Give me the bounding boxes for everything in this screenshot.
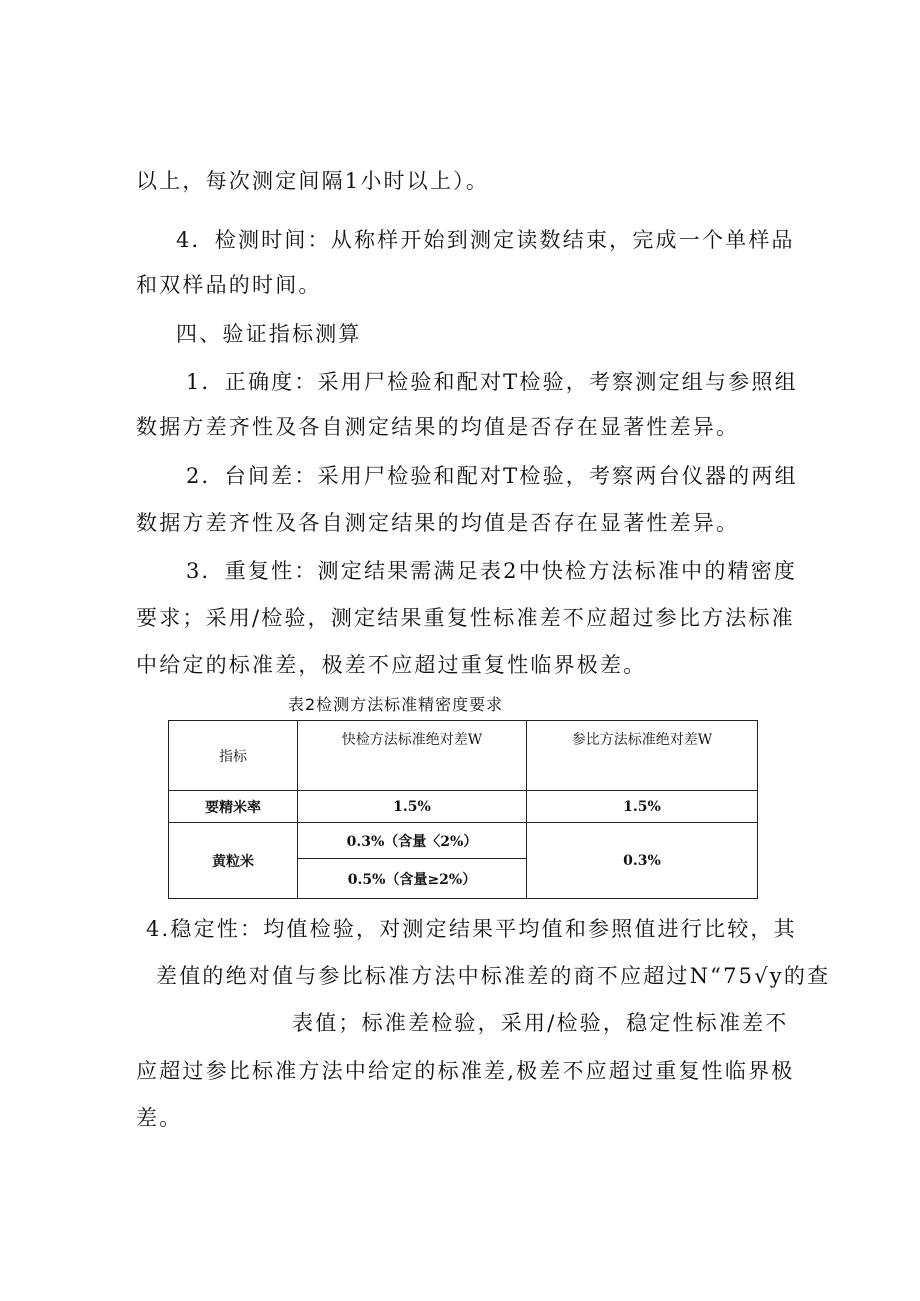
paragraph-line: 数据方差齐性及各自测定结果的均值是否存在显著性差异。 [136,415,740,439]
paragraph-line: 差值的绝对值与参比标准方法中标准差的商不应超过N“75√y的查 [156,964,831,988]
section-heading: 四、验证指标测算 [176,322,362,346]
table-cell: 0.3% [527,823,758,899]
paragraph-line: 4.稳定性：均值检验，对测定结果平均值和参照值进行比较，其 [146,917,797,941]
paragraph-line: 和双样品的时间。 [136,273,322,297]
table-header-cell: 快检方法标准绝对差W [298,721,527,791]
table-row-label: 要精米率 [169,791,298,823]
paragraph-line: 以上，每次测定间隔1小时以上）。 [136,169,490,193]
paragraph-line: 要求；采用/检验，测定结果重复性标准差不应超过参比方法标准 [136,606,795,630]
precision-table [168,720,758,899]
table-row-label: 黄粒米 [169,823,298,899]
paragraph-line: 3．重复性：测定结果需满足表2中快检方法标准中的精密度 [186,559,798,583]
table-cell: 1.5% [298,791,527,823]
paragraph-line: 数据方差齐性及各自测定结果的均值是否存在显著性差异。 [136,511,740,535]
paragraph-line: 差。 [136,1106,183,1130]
paragraph-line: 中给定的标准差，极差不应超过重复性临界极差。 [136,653,647,677]
paragraph-line: 4．检测时间：从称样开始到测定读数结束，完成一个单样品 [176,228,795,252]
table-header-cell: 指标 [169,721,298,791]
paragraph-line: 2．台间差：采用尸检验和配对T检验，考察两台仪器的两组 [186,464,798,488]
table-cell: 0.5%（含量≥2%） [298,859,527,899]
table-header-cell: 参比方法标准绝对差W [527,721,758,791]
paragraph-line: 应超过参比标准方法中给定的标准差,极差不应超过重复性临界极 [136,1059,795,1083]
table-cell: 0.3%（含量〈2%） [298,823,527,859]
table-caption: 表2检测方法标准精密度要求 [288,695,504,714]
paragraph-line: 表值；标准差检验，采用/检验，稳定性标准差不 [292,1011,789,1035]
table-cell: 1.5% [527,791,758,823]
paragraph-line: 1．正确度：采用尸检验和配对T检验，考察测定组与参照组 [186,370,798,394]
